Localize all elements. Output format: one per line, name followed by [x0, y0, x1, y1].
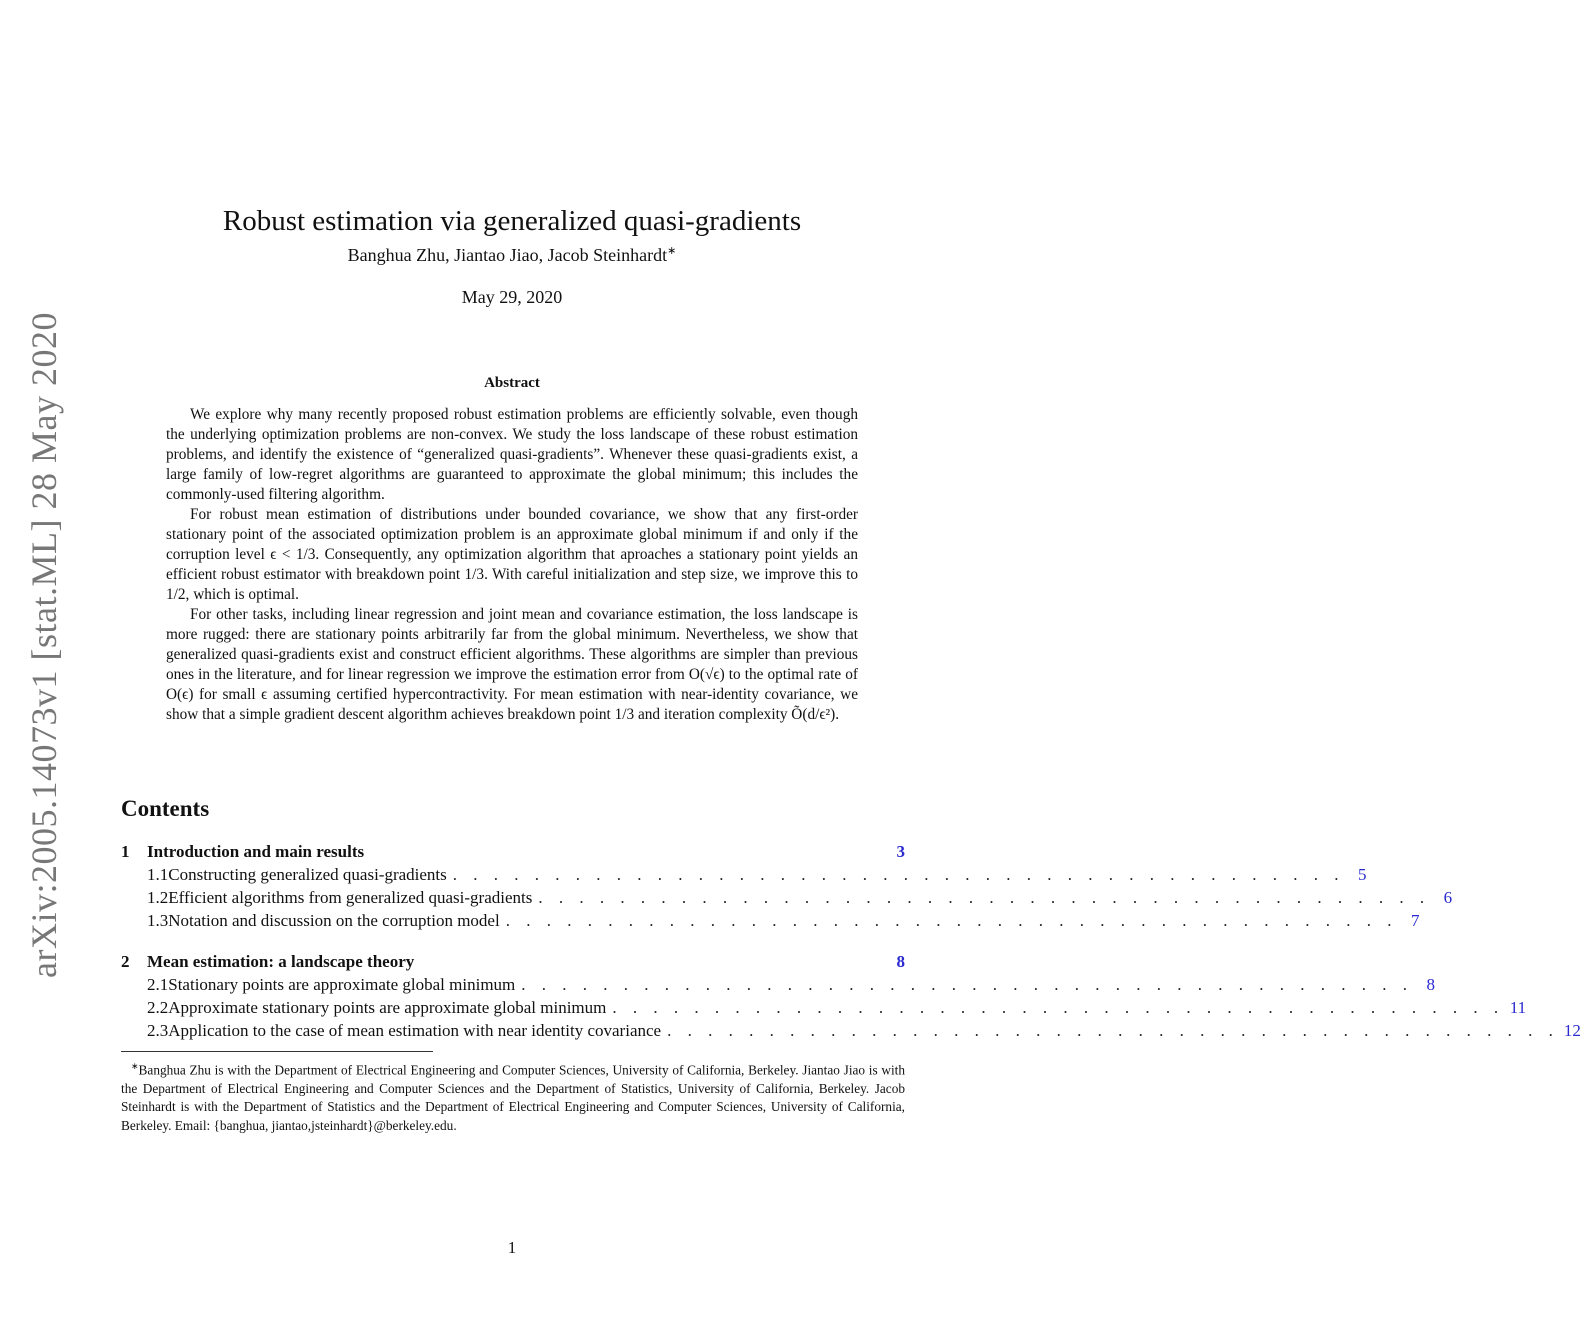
toc-subsection-1-2[interactable] — [121, 888, 1453, 911]
toc-subsection-title: Application to the case of mean estimation with near identity covariance — [168, 1021, 662, 1040]
toc-subsection-number: 2.3 — [147, 1021, 169, 1040]
footnote-text: Banghua Zhu is with the Department of Electrical Engineering and Computer Sciences, University of California, Berkeley. Jiantao Jiao is with the Department of Electrical Engineering and Computer Sciences and the Department of Statistics, University of California, Berkeley. Jacob Steinhardt is with the Department of Statistics and the Department of Electrical Engineering and Computer Sciences, University of California, Berkeley. Email: {banghua, jiantao,jsteinhardt}@berkeley.edu. — [121, 1062, 905, 1133]
toc-subsection-1-1[interactable] — [121, 865, 1367, 888]
toc-page-link[interactable]: 3 — [896, 842, 905, 861]
toc-dot-leader: . . . . . . . . . . . . . . . . . . . . . . . . . . . . . . . . . . . . . . . . . . . . — [452, 865, 1345, 884]
toc-section-gap — [121, 934, 905, 952]
toc-subsection-number: 2.1 — [147, 975, 169, 994]
footnote-mark: ∗ — [131, 1061, 139, 1071]
toc-section-number: 1 — [121, 842, 130, 861]
paper-authors — [0, 244, 1024, 266]
arxiv-sidebar — [18, 312, 70, 978]
toc-dot-leader: . . . . . . . . . . . . . . . . . . . . . . . . . . . . . . . . . . . . . . . . . . . . — [667, 1021, 1559, 1040]
toc-page-link[interactable]: 11 — [1509, 998, 1527, 1017]
abstract-body — [166, 405, 858, 725]
toc-subsection-title: Stationary points are approximate global minimum — [168, 975, 516, 994]
author-names: Banghua Zhu, Jiantao Jiao, Jacob Steinhardt — [347, 245, 668, 265]
abstract-paragraph: For robust mean estimation of distributions under bounded covariance, we show that any first-order stationary point of the associated optimization problem is an approximate global minimum if and only if the corruption level ϵ < 1/3. Consequently, any optimization algorithm that aproaches a stationary point yields an efficient robust estimator with breakdown point 1/3. With careful initialization and step size, we improve this to 1/2, which is optimal. — [166, 506, 858, 603]
toc-subsection-number: 2.2 — [147, 998, 169, 1017]
author-footnote-mark: ∗ — [667, 245, 677, 257]
author-footnote — [121, 1057, 905, 1135]
toc-subsection-title: Approximate stationary points are approximate global minimum — [168, 998, 607, 1017]
toc-subsection-1-3[interactable] — [121, 911, 1420, 934]
toc-dot-leader: . . . . . . . . . . . . . . . . . . . . . . . . . . . . . . . . . . . . . . . . . . . . — [505, 911, 1398, 930]
paper-title: Robust estimation via generalized quasi-gradients — [222, 205, 802, 238]
toc-subsection-2-3[interactable] — [121, 1021, 1581, 1044]
toc-section-2[interactable] — [121, 952, 905, 975]
toc-dot-leader: . . . . . . . . . . . . . . . . . . . . . . . . . . . . . . . . . . . . . . . . . . . . — [521, 975, 1414, 994]
arxiv-identifier: arXiv:2005.14073v1 [stat.ML] 28 May 2020 — [24, 312, 64, 978]
toc-dot-leader: . . . . . . . . . . . . . . . . . . . . . . . . . . . . . . . . . . . . . . . . . . . . — [538, 888, 1431, 907]
toc-page-link[interactable]: 5 — [1358, 865, 1367, 884]
toc-subsection-number: 1.1 — [147, 865, 169, 884]
toc-subsection-title: Notation and discussion on the corruption model — [168, 911, 500, 930]
toc-page-link[interactable]: 6 — [1443, 888, 1453, 907]
toc-dot-leader: . . . . . . . . . . . . . . . . . . . . . . . . . . . . . . . . . . . . . . . . . . . . — [612, 998, 1505, 1017]
toc-subsection-title: Efficient algorithms from generalized quasi-gradients — [168, 888, 533, 907]
toc-subsection-number: 1.2 — [147, 888, 169, 907]
toc-page-link[interactable]: 8 — [1426, 975, 1436, 994]
toc-page-link[interactable]: 12 — [1563, 1021, 1581, 1040]
toc-page-link[interactable]: 7 — [1410, 911, 1420, 930]
toc-subsection-2-1[interactable] — [121, 975, 1436, 998]
toc-subsection-number: 1.3 — [147, 911, 169, 930]
abstract-heading: Abstract — [484, 375, 540, 391]
page-number: 1 — [507, 1238, 517, 1257]
abstract-paragraph: We explore why many recently proposed robust estimation problems are efficiently solvable, even though the underlying optimization problems are non-convex. We study the loss landscape of these robust estimation problems, and identify the existence of “generalized quasi-gradients”. Whenever these quasi-gradients exist, a large family of low-regret algorithms are guaranteed to approximate the global minimum; this includes the commonly-used filtering algorithm. — [166, 406, 858, 503]
footnote-divider — [121, 1051, 433, 1052]
table-of-contents — [121, 842, 1581, 1044]
toc-section-1[interactable] — [121, 842, 905, 865]
toc-subsection-2-2[interactable] — [121, 998, 1527, 1021]
paper-date: May 29, 2020 — [461, 287, 563, 307]
toc-section-title: Mean estimation: a landscape theory — [147, 952, 415, 971]
abstract-paragraph: For other tasks, including linear regression and joint mean and covariance estimation, the loss landscape is more rugged: there are stationary points arbitrarily far from the global minimum. Nevertheless, we show that generalized quasi-gradients exist and construct efficient algorithms. These algorithms are simpler than previous ones in the literature, and for linear regression we improve the estimation error from O(√ϵ) to the optimal rate of O(ϵ) for small ϵ assuming certified hypercontractivity. For mean estimation with near-identity covariance, we show that a simple gradient descent algorithm achieves breakdown point 1/3 and iteration complexity Õ(d/ϵ²). — [166, 606, 858, 723]
contents-heading: Contents — [121, 796, 210, 821]
toc-section-title: Introduction and main results — [147, 842, 365, 861]
toc-section-number: 2 — [121, 952, 130, 971]
toc-page-link[interactable]: 8 — [896, 952, 905, 971]
toc-subsection-title: Constructing generalized quasi-gradients — [168, 865, 447, 884]
